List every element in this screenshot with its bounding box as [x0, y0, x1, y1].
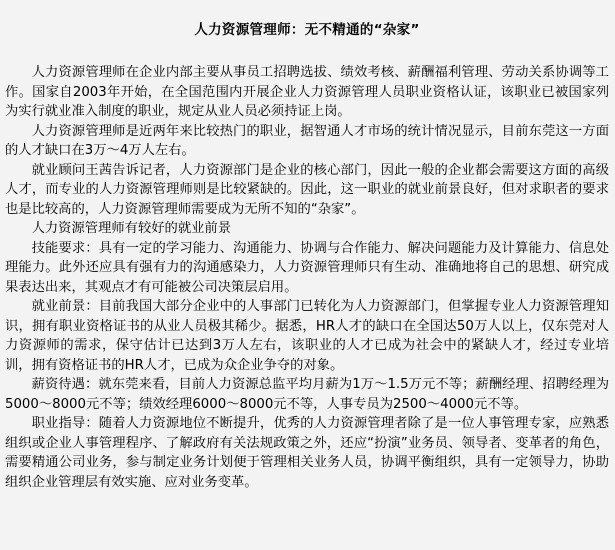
- article-title: 人力资源管理师：无不精通的“杂家”: [194, 22, 420, 38]
- paragraph-demand: 人力资源管理师是近两年来比较热门的职业，据智通人才市场的统计情况显示，目前东莞这一方面的人才缺口在3万～4万人左右。: [5, 123, 609, 158]
- article-body: [5, 63, 609, 492]
- paragraph-intro: 人力资源管理师在企业内部主要从事员工招聘选拔、绩效考核、薪酬福利管理、劳动关系协调等工作。国家自2003年开始，在全国范围内开展企业人力资源管理人员职业资格认证，该职业已被国家列为实行就业准入制度的职业，规定从业人员必须持证上岗。: [5, 65, 609, 119]
- paragraph-salary: 薪资待遇：就东莞来看，目前人力资源总监平均月薪为1万～1.5万元不等；薪酬经理、招聘经理为5000～8000元不等；绩效经理6000～8000元不等，人事专员为2500～4000元不等。: [5, 377, 609, 412]
- paragraph-guidance: 职业指导：随着人力资源地位不断提升，优秀的人力资源管理者除了是一位人事管理专家，应熟悉组织或企业人事管理程序、了解政府有关法规政策之外，还应“扮演”业务员、领导者、变革者的角色，需要精通公司业务，参与制定业务计划便于管理相关业务人员，协调平衡组织，具有一定领导力，协助组织企业管理层有效实施、应对业务变革。: [5, 416, 609, 490]
- paragraph-prospects: 就业前景：目前我国大部分企业中的人事部门已转化为人力资源部门，但掌握专业人力资源管理知识，拥有职业资格证书的从业人员极其稀少。据悉，HR人才的缺口在全国达50万人以上，仅东莞对人力资源师的需求，保守估计已达到3万人左右，该职业的人才已成为社会中的紧缺人才，经过专业培训，拥有资格证书的HR人才，已成为众企业争夺的对象。: [5, 299, 609, 373]
- section-heading: 人力资源管理师有较好的就业前景: [31, 221, 232, 236]
- paragraph-skills: 技能要求：具有一定的学习能力、沟通能力、协调与合作能力、解决问题能力及计算能力、信息处理能力。此外还应具有强有力的沟通感染力，人力资源管理师只有生动、准确地将自己的思想、研究成果表达出来，其观点才有可能被公司决策层启用。: [5, 240, 609, 295]
- paragraph-advisor: 就业顾问王茜告诉记者，人力资源部门是企业的核心部门，因此一般的企业都会需要这方面的高级人才，而专业的人力资源管理师则是比较紧缺的。因此，这一职业的就业前景良好，但对求职者的要求也是比较高的，人力资源管理师需要成为无所不知的“杂家”。: [5, 162, 609, 217]
